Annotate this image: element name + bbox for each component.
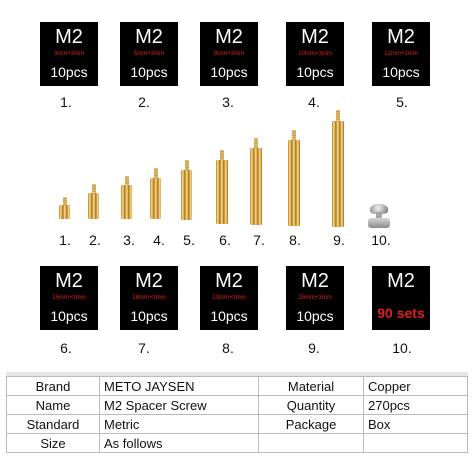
tile-qty: 10pcs — [296, 64, 334, 80]
tile-6 — [40, 266, 98, 330]
tile-size: 20mm+3mm — [212, 295, 246, 301]
tile-qty: 10pcs — [210, 308, 248, 324]
tile-1 — [40, 22, 98, 86]
tile-number: 2. — [138, 94, 150, 110]
spec-key: Brand — [7, 377, 100, 396]
spacer-number: 7. — [253, 232, 265, 248]
spacer-4 — [150, 178, 161, 219]
spacer-7 — [250, 148, 262, 225]
tile-number: 6. — [60, 340, 72, 356]
tile-qty: 10pcs — [130, 308, 168, 324]
tile-qty: 10pcs — [50, 64, 88, 80]
tile-size: 5mm+3mm — [133, 51, 165, 57]
tile-number: 8. — [222, 340, 234, 356]
spec-key: Name — [7, 396, 100, 415]
spec-key: Quantity — [259, 396, 364, 415]
spec-value: Box — [364, 415, 468, 434]
spec-key: Package — [259, 415, 364, 434]
spacer-5-thread — [185, 160, 189, 170]
tile-size: 3mm+3mm — [53, 51, 85, 57]
spec-empty — [364, 434, 468, 453]
spec-value: 270pcs — [364, 396, 468, 415]
tile-model: M2 — [301, 270, 329, 292]
tile-qty: 10pcs — [130, 64, 168, 80]
tile-model: M2 — [135, 26, 163, 48]
tile-number: 4. — [308, 94, 320, 110]
tile-number: 7. — [138, 340, 150, 356]
spec-value: Metric — [100, 415, 259, 434]
spec-value: METO JAYSEN — [100, 377, 259, 396]
spec-value: M2 Spacer Screw — [100, 396, 259, 415]
spec-key: Standard — [7, 415, 100, 434]
tile-number: 10. — [392, 340, 412, 356]
table-row — [7, 377, 468, 396]
spacer-8 — [288, 140, 300, 226]
spacer-8-thread — [292, 130, 296, 140]
spec-key: Material — [259, 377, 364, 396]
spacer-9-thread — [336, 110, 340, 121]
tile-model: M2 — [387, 26, 415, 48]
spacer-5 — [181, 170, 192, 220]
tile-7 — [120, 266, 178, 330]
spacer-1 — [59, 205, 70, 219]
spacer-number: 10. — [371, 232, 391, 248]
spacer-number: 2. — [89, 232, 101, 248]
spacer-4-thread — [154, 168, 158, 178]
tile-number: 3. — [222, 94, 234, 110]
spacer-2 — [88, 193, 99, 219]
tile-model: M2 — [215, 270, 243, 292]
tile-number: 5. — [396, 94, 408, 110]
spacer-number: 9. — [333, 232, 345, 248]
tile-qty: 10pcs — [296, 308, 334, 324]
tile-size: 18mm+3mm — [132, 295, 166, 301]
tile-2 — [120, 22, 178, 86]
spacer-6 — [216, 160, 228, 224]
tile-model: M2 — [55, 26, 83, 48]
spacer-number: 5. — [183, 232, 195, 248]
tile-10 — [372, 266, 430, 330]
table-row — [7, 434, 468, 453]
tile-sets: 90 sets — [377, 305, 425, 321]
table-row — [7, 415, 468, 434]
spacer-3 — [121, 185, 132, 219]
hex-nut — [368, 218, 390, 228]
tile-qty: 10pcs — [210, 64, 248, 80]
tile-5 — [372, 22, 430, 86]
spacer-number: 1. — [59, 232, 71, 248]
tile-size: 15mm+3mm — [52, 295, 86, 301]
spec-key: Size — [7, 434, 100, 453]
tile-8 — [200, 266, 258, 330]
tile-qty: 10pcs — [50, 308, 88, 324]
tile-model: M2 — [135, 270, 163, 292]
tile-size: 10mm+3mm — [298, 51, 332, 57]
tile-size: 25mm+3mm — [298, 295, 332, 301]
tile-model: M2 — [55, 270, 83, 292]
tile-size: 12mm+3mm — [384, 51, 418, 57]
tile-3 — [200, 22, 258, 86]
spec-value: Copper — [364, 377, 468, 396]
spacer-number: 4. — [153, 232, 165, 248]
tile-model: M2 — [215, 26, 243, 48]
spacer-7-thread — [254, 138, 258, 148]
spacer-6-thread — [220, 150, 224, 160]
spacer-1-thread — [63, 197, 67, 205]
spacer-2-thread — [92, 184, 96, 193]
tile-size: 8mm+3mm — [213, 51, 245, 57]
tile-number: 9. — [308, 340, 320, 356]
spec-table — [6, 376, 468, 453]
spacer-number: 8. — [289, 232, 301, 248]
tile-4 — [286, 22, 344, 86]
table-row — [7, 396, 468, 415]
spec-value: As follows — [100, 434, 259, 453]
tile-number: 1. — [60, 94, 72, 110]
spacer-9 — [332, 121, 344, 227]
spec-empty — [259, 434, 364, 453]
spacer-3-thread — [125, 176, 129, 185]
tile-9 — [286, 266, 344, 330]
tile-model: M2 — [301, 26, 329, 48]
tile-model: M2 — [387, 270, 415, 292]
spacer-number: 3. — [123, 232, 135, 248]
tile-qty: 10pcs — [382, 64, 420, 80]
spacer-number: 6. — [219, 232, 231, 248]
